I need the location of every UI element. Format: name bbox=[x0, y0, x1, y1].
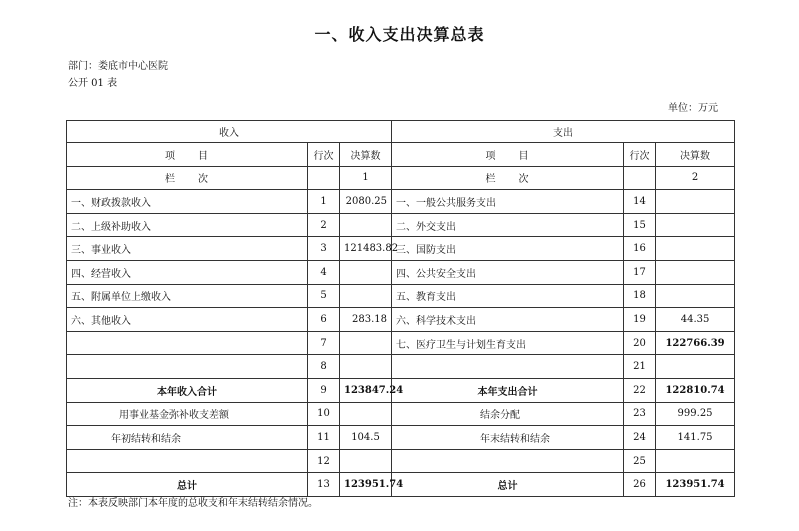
income-amount: 2080.25 bbox=[340, 190, 392, 214]
income-line-header: 行次 bbox=[308, 143, 340, 167]
expense-annual-total-label: 本年支出合计 bbox=[392, 378, 624, 402]
income-line: 9 bbox=[308, 378, 340, 402]
expense-amount bbox=[656, 284, 735, 308]
column-header-row bbox=[67, 143, 735, 167]
table-row bbox=[67, 213, 735, 237]
table-row bbox=[67, 426, 735, 450]
income-item: 三、事业收入 bbox=[67, 237, 308, 261]
expense-item: 七、医疗卫生与计划生育支出 bbox=[392, 331, 624, 355]
income-line: 3 bbox=[308, 237, 340, 261]
income-grand-total: 123951.74 bbox=[340, 473, 392, 497]
income-item bbox=[67, 355, 308, 379]
income-item: 一、财政拨款收入 bbox=[67, 190, 308, 214]
income-line: 1 bbox=[308, 190, 340, 214]
income-expense-table bbox=[66, 120, 735, 497]
expense-item: 四、公共安全支出 bbox=[392, 260, 624, 284]
expense-grand-total: 123951.74 bbox=[656, 473, 735, 497]
column-index-row bbox=[67, 166, 735, 190]
income-header: 收入 bbox=[67, 121, 392, 143]
expense-line: 22 bbox=[624, 378, 656, 402]
unit-label: 单位：万元 bbox=[668, 103, 718, 114]
income-item: 五、附属单位上缴收入 bbox=[67, 284, 308, 308]
expense-amount bbox=[656, 237, 735, 261]
expense-amount bbox=[656, 260, 735, 284]
income-lan-empty bbox=[308, 166, 340, 190]
expense-line-header: 行次 bbox=[624, 143, 656, 167]
income-grand-total-label: 总计 bbox=[67, 473, 308, 497]
department-label: 部门：娄底市中心医院 bbox=[68, 61, 168, 72]
expense-item: 结余分配 bbox=[392, 402, 624, 426]
expense-amount bbox=[656, 449, 735, 473]
income-amount bbox=[340, 449, 392, 473]
footnote: 注：本表反映部门本年度的总收支和年末结转结余情况。 bbox=[68, 498, 318, 509]
table-row bbox=[67, 190, 735, 214]
expense-amount: 122766.39 bbox=[656, 331, 735, 355]
income-amount bbox=[340, 331, 392, 355]
income-amount: 283.18 bbox=[340, 308, 392, 332]
expense-amount bbox=[656, 190, 735, 214]
income-item: 二、上级补助收入 bbox=[67, 213, 308, 237]
table-row bbox=[67, 402, 735, 426]
expense-line: 23 bbox=[624, 402, 656, 426]
income-line: 4 bbox=[308, 260, 340, 284]
expense-line: 20 bbox=[624, 331, 656, 355]
table-row bbox=[67, 260, 735, 284]
expense-header: 支出 bbox=[392, 121, 735, 143]
income-lan-number: 1 bbox=[340, 166, 392, 190]
income-amount bbox=[340, 355, 392, 379]
expense-line: 25 bbox=[624, 449, 656, 473]
income-item bbox=[67, 331, 308, 355]
table-row bbox=[67, 331, 735, 355]
expense-item-header: 项 目 bbox=[392, 143, 624, 167]
income-amount bbox=[340, 213, 392, 237]
expense-line: 15 bbox=[624, 213, 656, 237]
income-line: 13 bbox=[308, 473, 340, 497]
income-line: 11 bbox=[308, 426, 340, 450]
expense-amount bbox=[656, 355, 735, 379]
expense-item bbox=[392, 449, 624, 473]
income-amount-header: 决算数 bbox=[340, 143, 392, 167]
income-amount bbox=[340, 260, 392, 284]
expense-line: 14 bbox=[624, 190, 656, 214]
income-line: 10 bbox=[308, 402, 340, 426]
income-amount: 104.5 bbox=[340, 426, 392, 450]
grand-total-row bbox=[67, 473, 735, 497]
annual-total-row bbox=[67, 378, 735, 402]
income-annual-total: 123847.24 bbox=[340, 378, 392, 402]
expense-line: 17 bbox=[624, 260, 656, 284]
income-line: 5 bbox=[308, 284, 340, 308]
expense-grand-total-label: 总计 bbox=[392, 473, 624, 497]
income-item bbox=[67, 449, 308, 473]
expense-line: 16 bbox=[624, 237, 656, 261]
income-item: 用事业基金弥补收支差额 bbox=[67, 402, 308, 426]
income-item-header: 项 目 bbox=[67, 143, 308, 167]
table-row bbox=[67, 237, 735, 261]
expense-lan-label: 栏 次 bbox=[392, 166, 624, 190]
expense-amount: 44.35 bbox=[656, 308, 735, 332]
expense-line: 21 bbox=[624, 355, 656, 379]
income-amount bbox=[340, 284, 392, 308]
income-line: 12 bbox=[308, 449, 340, 473]
section-header-row bbox=[67, 121, 735, 143]
expense-amount: 141.75 bbox=[656, 426, 735, 450]
table-row bbox=[67, 308, 735, 332]
expense-lan-number: 2 bbox=[656, 166, 735, 190]
income-item: 六、其他收入 bbox=[67, 308, 308, 332]
table-row bbox=[67, 449, 735, 473]
income-line: 6 bbox=[308, 308, 340, 332]
expense-item: 三、国防支出 bbox=[392, 237, 624, 261]
expense-amount bbox=[656, 213, 735, 237]
income-item: 四、经营收入 bbox=[67, 260, 308, 284]
expense-item: 六、科学技术支出 bbox=[392, 308, 624, 332]
expense-item: 年末结转和结余 bbox=[392, 426, 624, 450]
table-row bbox=[67, 355, 735, 379]
expense-line: 26 bbox=[624, 473, 656, 497]
expense-annual-total: 122810.74 bbox=[656, 378, 735, 402]
income-item: 年初结转和结余 bbox=[67, 426, 308, 450]
page-title: 一、收入支出决算总表 bbox=[314, 25, 485, 44]
expense-item: 一、一般公共服务支出 bbox=[392, 190, 624, 214]
expense-item bbox=[392, 355, 624, 379]
expense-amount: 999.25 bbox=[656, 402, 735, 426]
expense-item: 二、外交支出 bbox=[392, 213, 624, 237]
income-annual-total-label: 本年收入合计 bbox=[67, 378, 308, 402]
income-amount bbox=[340, 402, 392, 426]
income-line: 7 bbox=[308, 331, 340, 355]
expense-amount-header: 决算数 bbox=[656, 143, 735, 167]
income-lan-label: 栏 次 bbox=[67, 166, 308, 190]
expense-line: 18 bbox=[624, 284, 656, 308]
expense-item: 五、教育支出 bbox=[392, 284, 624, 308]
expense-line: 19 bbox=[624, 308, 656, 332]
table-row bbox=[67, 284, 735, 308]
income-amount: 121483.82 bbox=[340, 237, 392, 261]
income-line: 8 bbox=[308, 355, 340, 379]
form-number: 公开 01 表 bbox=[68, 78, 118, 89]
expense-lan-empty bbox=[624, 166, 656, 190]
expense-line: 24 bbox=[624, 426, 656, 450]
income-line: 2 bbox=[308, 213, 340, 237]
